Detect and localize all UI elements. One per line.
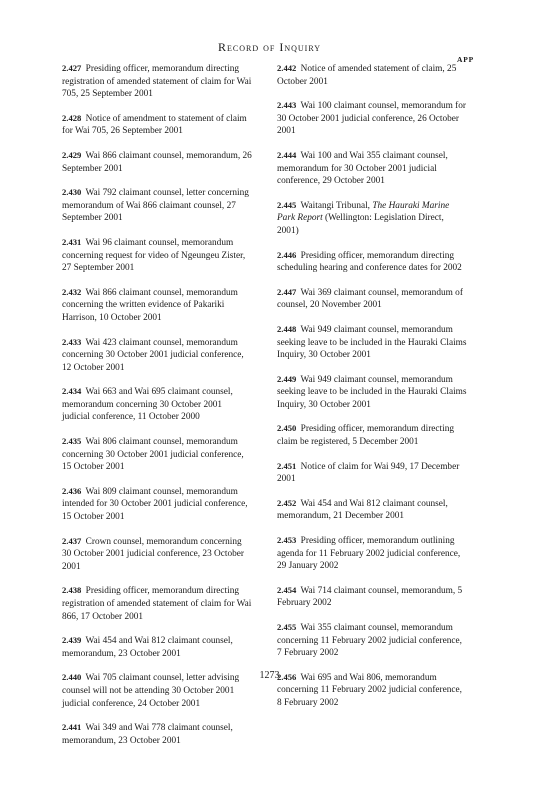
entry-number: 2.449 [277,373,297,384]
entry-number: 2.453 [277,535,297,546]
header-title-text: Record of Inquiry [217,40,321,54]
entry-number: 2.429 [62,149,82,160]
entry-text: Wai 949 claimant counsel, memorandum seeking leave to be included in the Hauraki Claims Inquiry, 30 October 2001 [277,374,467,410]
entry-number: 2.438 [62,585,82,596]
record-entry [277,497,467,523]
entry-text: Wai 423 claimant counsel, memorandum concerning 30 October 2001 judicial conference, 12 October 2001 [62,337,244,373]
record-entry [277,199,467,238]
entry-number: 2.432 [62,286,82,297]
entry-number: 2.442 [277,63,297,73]
entry-number: 2.428 [62,112,82,123]
entry-text: Presiding officer, memorandum directing scheduling hearing and conference dates for 2002 [277,250,462,274]
entry-text: Notice of amended statement of claim, 25 October 2001 [277,64,457,87]
entry-number: 2.445 [277,199,297,210]
left-column [62,62,252,747]
entry-text: Wai 705 claimant counsel, letter advising counsel will not be attending 30 October 2001 judicial conference, 24 October 2001 [62,673,240,709]
entry-text: Presiding officer, memorandum directing registration of amended statement of claim for Wai 705, 25 September 2001 [62,64,252,100]
record-entry [277,62,467,88]
entry-number: 2.427 [62,63,82,73]
record-entry [62,186,252,225]
entry-number: 2.437 [62,535,82,546]
entry-number: 2.447 [277,286,297,297]
entry-number: 2.441 [62,722,82,733]
record-entry [277,373,467,412]
entry-number: 2.433 [62,336,82,347]
entry-number: 2.448 [277,323,297,334]
report-title: The Hauraki Marine Park Report [277,200,450,224]
entry-text: Wai 100 claimant counsel, memorandum for 30 October 2001 judicial conference, 26 October 2001 [277,101,467,137]
entry-text: Wai 809 claimant counsel, memorandum intended for 30 October 2001 judicial conference, 15 October 2001 [62,486,248,523]
record-entry [277,534,467,573]
entry-number: 2.434 [62,386,82,397]
record-entry [277,584,467,610]
entry-text: Wai 454 and Wai 812 claimant counsel, memorandum, 21 December 2001 [277,498,448,522]
record-entry [277,621,467,660]
entry-number: 2.456 [277,671,297,682]
entry-number: 2.452 [277,497,297,508]
entry-text: Notice of amendment to statement of claim for Wai 705, 26 September 2001 [62,113,247,137]
record-entry [62,535,252,574]
record-entry [277,149,467,188]
record-entry [62,485,252,524]
record-entry [62,336,252,375]
record-entry [62,721,252,747]
record-entry [277,99,467,138]
entry-number: 2.450 [277,423,297,434]
running-header-title [0,40,539,55]
entry-text: Wai 349 and Wai 778 claimant counsel, memorandum, 23 October 2001 [62,723,233,746]
record-entry [62,112,252,138]
entry-number: 2.436 [62,485,82,496]
entry-number: 2.446 [277,249,297,260]
record-entry [62,286,252,325]
record-entry [277,323,467,362]
record-entry [62,435,252,474]
entry-text: Notice of claim for Wai 949, 17 December 2001 [277,461,460,485]
record-entry [62,62,252,101]
record-entry [62,584,252,623]
entry-text: Presiding officer, memorandum directing claim be registered, 5 December 2001 [277,424,455,448]
record-entry [62,634,252,660]
entry-text: Wai 866 claimant counsel, memorandum concerning the written evidence of Pakariki Harrison, 10 October 2001 [62,287,238,323]
entry-number: 2.455 [277,622,297,632]
entry-number: 2.431 [62,236,82,247]
entry-text: Crown counsel, memorandum concerning 30 October 2001 judicial conference, 23 October 2001 [62,536,244,572]
entry-text: Wai 714 claimant counsel, memorandum, 5 February 2002 [277,585,463,609]
record-entry [62,149,252,175]
entry-number: 2.454 [277,584,297,595]
entry-text: Wai 100 and Wai 355 claimant counsel, memorandum for 30 October 2001 judicial conference, 29 October 2001 [277,150,448,187]
record-entry [277,286,467,312]
record-entry [277,422,467,448]
entry-text: Wai 96 claimant counsel, memorandum concerning request for video of Ngeungeu Zister, 27 September 2001 [62,237,246,274]
right-column [277,62,467,710]
entry-number: 2.440 [62,672,82,683]
entry-text: Wai 454 and Wai 812 claimant counsel, memorandum, 23 October 2001 [62,636,233,659]
entry-number: 2.451 [277,460,297,471]
entry-text: Wai 949 claimant counsel, memorandum seeking leave to be included in the Hauraki Claims Inquiry, 30 October 2001 [277,324,467,361]
page-number: 1273 [259,670,280,681]
entry-number: 2.443 [277,100,297,111]
record-entry [277,249,467,275]
record-entry [62,236,252,275]
appendix-tag: APP [457,55,474,64]
entry-text: Wai 792 claimant counsel, letter concerning memorandum of Wai 866 claimant counsel, 27 September 2001 [62,188,249,224]
entry-text: Wai 355 claimant counsel, memorandum concerning 11 February 2002 judicial conference, 7 February 2002 [277,623,463,659]
entry-text: Presiding officer, memorandum outlining agenda for 11 February 2002 judicial conference, 29 January 2002 [277,536,461,572]
record-entry [62,385,252,424]
entry-text: Wai 806 claimant counsel, memorandum concerning 30 October 2001 judicial conference, 15 October 2001 [62,437,244,473]
entry-text: Presiding officer, memorandum directing registration of amended statement of claim for Wai 866, 17 October 2001 [62,586,252,622]
entry-text-suffix: (Wellington: Legislation Direct, 2001) [277,213,444,236]
entry-text: Wai 695 and Wai 806, memorandum concerning 11 February 2002 judicial conference, 8 February 2002 [277,672,463,708]
entry-text: Wai 866 claimant counsel, memorandum, 26 September 2001 [62,150,252,174]
record-entry [277,460,467,486]
entry-text: Wai 369 claimant counsel, memorandum of counsel, 20 November 2001 [277,287,463,311]
entry-text-prefix: Waitangi Tribunal, [300,200,373,211]
entry-number: 2.439 [62,635,82,646]
entry-number: 2.430 [62,187,82,198]
entry-number: 2.444 [277,149,297,160]
entry-number: 2.435 [62,436,82,447]
entry-text: Wai 663 and Wai 695 claimant counsel, memorandum concerning 30 October 2001 judicial conference, 11 October 2000 [62,387,233,423]
